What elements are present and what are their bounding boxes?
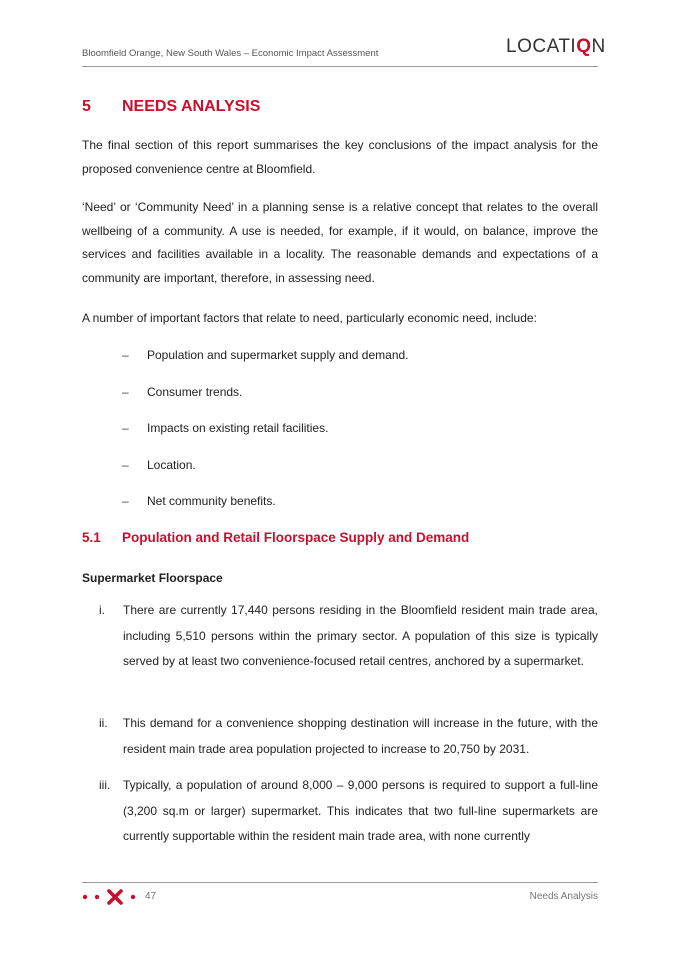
logo-text-main: LOCATI [506, 36, 577, 57]
logo-text-tail: N [591, 36, 606, 57]
bullet-marker: – [122, 494, 129, 508]
bullet-item [122, 494, 276, 508]
bullet-text: Net community benefits. [147, 494, 276, 508]
subsection-heading [82, 530, 469, 545]
section-number: 5 [82, 98, 91, 115]
subsection-number: 5.1 [82, 530, 101, 545]
paragraph-2: ‘Need’ or ‘Community Need’ in a planning sense is a relative concept that relates to the overall wellbeing of a community. A use is needed, for example, if it would, on balance, improve the services and facilities available in a locality. The reasonable demands and expectations of a community are important, therefore, in assessing need. [82, 200, 598, 285]
numbered-item [82, 773, 598, 850]
footer-section-name: Needs Analysis [529, 891, 598, 902]
footer-dots-icon [82, 888, 142, 906]
logo-text-accent: Q [576, 36, 592, 57]
section-title: NEEDS ANALYSIS [122, 98, 261, 115]
subsection-title: Population and Retail Floorspace Supply and Demand [122, 530, 470, 545]
bullet-text: Impacts on existing retail facilities. [147, 421, 329, 435]
item-text: Typically, a population of around 8,000 – 9,000 persons is required to support a full-line (3,200 sq.m or larger) supermarket. This indicates that two full-line supermarkets are currently supportable within the resident main trade area, with none currently [123, 778, 598, 843]
bullet-item [122, 458, 196, 472]
company-logo [506, 36, 606, 58]
bullet-text: Location. [147, 458, 196, 472]
item-marker: i. [99, 603, 105, 617]
subheading: Supermarket Floorspace [82, 571, 223, 585]
paragraph-3: A number of important factors that relate to need, particularly economic need, include: [82, 311, 537, 325]
numbered-item [82, 711, 598, 762]
item-text: This demand for a convenience shopping destination will increase in the future, with the resident main trade area population projected to increase to 20,750 by 2031. [123, 716, 598, 756]
item-marker: iii. [99, 778, 111, 792]
numbered-item [82, 598, 598, 675]
footer-divider [82, 882, 598, 883]
section-heading [82, 98, 260, 116]
running-header: Bloomfield Orange, New South Wales – Economic Impact Assessment [82, 48, 379, 59]
bullet-marker: – [122, 458, 129, 472]
header-divider [82, 66, 598, 67]
item-marker: ii. [99, 716, 108, 730]
bullet-marker: – [122, 421, 129, 435]
bullet-item [122, 421, 328, 435]
bullet-marker: – [122, 348, 129, 362]
bullet-item [122, 385, 242, 399]
bullet-marker: – [122, 385, 129, 399]
bullet-text: Consumer trends. [147, 385, 243, 399]
bullet-item [122, 348, 409, 362]
page-number: 47 [145, 891, 157, 902]
item-text: There are currently 17,440 persons residing in the Bloomfield resident main trade area, including 5,510 persons within the primary sector. A population of this size is typically served by at least two convenience-focused retail centres, anchored by a supermarket. [123, 603, 598, 668]
paragraph-1: The final section of this report summarises the key conclusions of the impact analysis for the proposed convenience centre at Bloomfield. [82, 138, 598, 176]
bullet-text: Population and supermarket supply and demand. [147, 348, 409, 362]
